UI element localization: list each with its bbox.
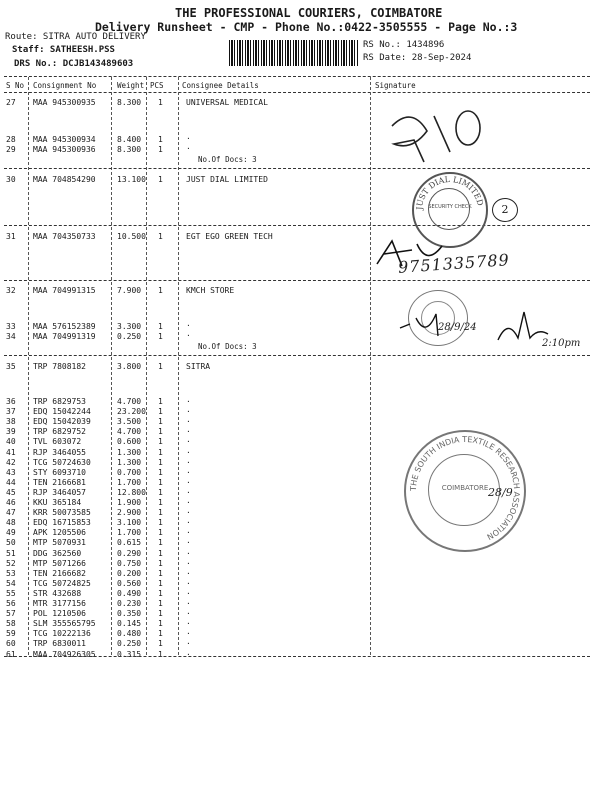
sitra-center-text: COIMBATORE bbox=[441, 484, 489, 492]
row-consignment: STY 6093710 bbox=[33, 467, 86, 477]
row-consignee: . bbox=[186, 142, 191, 151]
row-consignee: . bbox=[186, 475, 191, 485]
row-consignment: DDG 362560 bbox=[33, 548, 82, 558]
row-pcs: 1 bbox=[158, 578, 163, 588]
row-consignment: EDQ 16715853 bbox=[33, 518, 91, 528]
row-pcs: 1 bbox=[158, 548, 163, 558]
row-consignee: . bbox=[186, 566, 191, 576]
row-consignee: . bbox=[186, 516, 191, 526]
row-consignment: TCG 10222136 bbox=[33, 629, 91, 639]
col-divider bbox=[146, 77, 147, 655]
row-consignee: . bbox=[186, 546, 191, 556]
header-rule-top bbox=[4, 76, 590, 77]
row-pcs: 1 bbox=[158, 467, 163, 477]
row-pcs: 1 bbox=[158, 286, 163, 295]
drs-number: DRS No.: DCJB143489603 bbox=[14, 59, 134, 69]
row-weight: 0.315 bbox=[117, 649, 142, 659]
row-consignee: KMCH STORE bbox=[186, 286, 235, 295]
row-pcs: 1 bbox=[158, 407, 163, 417]
row-consignment: KKU 365184 bbox=[33, 498, 82, 507]
row-sno: 42 bbox=[6, 457, 16, 467]
col-sno: S No bbox=[6, 81, 25, 90]
row-pcs: 1 bbox=[158, 619, 163, 629]
row-consignee: . bbox=[186, 425, 191, 435]
row-27-signature-icon bbox=[382, 96, 492, 176]
row-consignee: . bbox=[186, 647, 191, 657]
row-weight: 13.100 bbox=[117, 175, 146, 184]
row-consignment: RJP 3464055 bbox=[33, 447, 86, 457]
row-consignment: RJP 3464057 bbox=[33, 487, 86, 497]
row-pcs: 1 bbox=[158, 528, 163, 538]
col-divider bbox=[178, 77, 179, 655]
row-weight: 4.700 bbox=[117, 397, 142, 406]
row-pcs: 1 bbox=[158, 362, 163, 371]
row-pcs: 1 bbox=[158, 135, 163, 144]
row-consignee: . bbox=[186, 506, 191, 516]
row-pcs: 1 bbox=[158, 447, 163, 457]
row-pcs: 1 bbox=[158, 145, 163, 154]
row-consignment: TRP 6829753 bbox=[33, 397, 86, 406]
staff-label: Staff: SATHEESH.PSS bbox=[12, 45, 115, 55]
row-consignee: . bbox=[186, 405, 191, 415]
row-sno: 60 bbox=[6, 639, 16, 649]
row-consignment: EDQ 15042244 bbox=[33, 407, 91, 417]
row-35-date: 28/9 bbox=[488, 486, 513, 499]
row-pcs: 1 bbox=[158, 588, 163, 598]
row-pcs: 1 bbox=[158, 417, 163, 427]
row-consignment: MTR 3177156 bbox=[33, 599, 86, 608]
row-sno: 33 bbox=[6, 322, 16, 331]
runsheet-title: Delivery Runsheet - CMP - Phone No.:0422-3505555 - Page No.:3 bbox=[95, 20, 518, 34]
row-pcs: 1 bbox=[158, 98, 163, 107]
row-consignment: MTP 5070931 bbox=[33, 538, 86, 548]
row-weight: 2.900 bbox=[117, 508, 142, 518]
row-consignment: MAA 576152389 bbox=[33, 322, 96, 331]
row-weight: 10.500 bbox=[117, 232, 146, 241]
row-pcs: 1 bbox=[158, 609, 163, 619]
row-weight: 1.300 bbox=[117, 447, 142, 457]
row-weight: 0.750 bbox=[117, 558, 142, 568]
row-weight: 1.700 bbox=[117, 477, 142, 487]
row-consignee: . bbox=[186, 319, 191, 328]
row-sno: 50 bbox=[6, 538, 16, 548]
table-bottom-rule bbox=[4, 656, 590, 657]
row-sno: 58 bbox=[6, 619, 16, 629]
row-consignment: TRP 6829752 bbox=[33, 427, 86, 437]
row-pcs: 1 bbox=[158, 639, 163, 649]
row-consignee: . bbox=[186, 536, 191, 546]
row-weight: 8.400 bbox=[117, 135, 142, 144]
row-consignee: . bbox=[186, 435, 191, 445]
row-pcs: 1 bbox=[158, 322, 163, 331]
row-consignment: APK 1205506 bbox=[33, 528, 86, 538]
col-divider bbox=[111, 77, 112, 655]
row-sno: 47 bbox=[6, 508, 16, 518]
row-sno: 28 bbox=[6, 135, 16, 144]
row-consignment: MAA 945300935 bbox=[33, 98, 96, 107]
row-consignment: TCG 50724825 bbox=[33, 578, 91, 588]
row-sno: 55 bbox=[6, 588, 16, 598]
col-consignment: Consignment No bbox=[33, 81, 97, 90]
row-consignment: MAA 704991319 bbox=[33, 332, 96, 341]
docs-count-note: No.Of Docs: 3 bbox=[198, 342, 257, 351]
row-pcs: 1 bbox=[158, 599, 163, 608]
row-weight: 12.800 bbox=[117, 487, 146, 497]
row-weight: 3.800 bbox=[117, 362, 142, 371]
row-sno: 36 bbox=[6, 397, 16, 406]
row-consignee: . bbox=[186, 132, 191, 141]
row-sno: 48 bbox=[6, 518, 16, 528]
row-32-time: 2:10pm bbox=[542, 338, 581, 349]
row-pcs: 1 bbox=[158, 457, 163, 467]
justdial-ring-text: JUST DIAL LIMITED bbox=[414, 174, 485, 211]
row-weight: 0.290 bbox=[117, 548, 142, 558]
row-sno: 31 bbox=[6, 232, 16, 241]
row-weight: 1.300 bbox=[117, 457, 142, 467]
row-consignment: TEN 2166682 bbox=[33, 568, 86, 578]
row-pcs: 1 bbox=[158, 427, 163, 437]
col-divider bbox=[370, 77, 371, 655]
row-weight: 1.900 bbox=[117, 498, 142, 507]
row-pcs: 1 bbox=[158, 232, 163, 241]
row-weight: 0.250 bbox=[117, 332, 142, 341]
row-pcs: 1 bbox=[158, 487, 163, 497]
company-title: THE PROFESSIONAL COURIERS, COIMBATORE bbox=[175, 6, 443, 20]
row-pcs: 1 bbox=[158, 558, 163, 568]
row-consignment: TEN 2166681 bbox=[33, 477, 86, 487]
row-pcs: 1 bbox=[158, 568, 163, 578]
row-separator bbox=[4, 225, 590, 226]
row-pcs: 1 bbox=[158, 397, 163, 406]
row-consignee: . bbox=[186, 496, 191, 505]
col-divider bbox=[28, 77, 29, 655]
row-consignment: POL 1210506 bbox=[33, 609, 86, 619]
row-sno: 56 bbox=[6, 599, 16, 608]
row-sno: 37 bbox=[6, 407, 16, 417]
col-pcs: PCS bbox=[150, 81, 164, 90]
row-weight: 0.145 bbox=[117, 619, 142, 629]
route-label: Route: SITRA AUTO DELIVERY bbox=[5, 32, 146, 42]
row-weight: 23.200 bbox=[117, 407, 146, 417]
row-consignee: . bbox=[186, 445, 191, 455]
row-consignment: MAA 704854290 bbox=[33, 175, 96, 184]
row-32-date: 28/9/24 bbox=[438, 322, 477, 333]
row-weight: 8.300 bbox=[117, 98, 142, 107]
row-sno: 52 bbox=[6, 558, 16, 568]
barcode bbox=[229, 40, 359, 66]
row-pcs: 1 bbox=[158, 518, 163, 528]
row-sno: 51 bbox=[6, 548, 16, 558]
row-consignee: . bbox=[186, 617, 191, 627]
row-consignee: . bbox=[186, 455, 191, 465]
justdial-center-text: SECURITY CHECK bbox=[428, 204, 472, 210]
row-consignee: . bbox=[186, 526, 191, 536]
row-consignee: . bbox=[186, 576, 191, 586]
row-weight: 0.615 bbox=[117, 538, 142, 548]
row-sno: 53 bbox=[6, 568, 16, 578]
row-sno: 54 bbox=[6, 578, 16, 588]
col-weight: Weight bbox=[117, 81, 145, 90]
row-sno: 61 bbox=[6, 649, 16, 659]
row-consignee: . bbox=[186, 627, 191, 637]
row-consignee: . bbox=[186, 586, 191, 596]
row-pcs: 1 bbox=[158, 498, 163, 507]
row-weight: 0.200 bbox=[117, 568, 142, 578]
row-pcs: 1 bbox=[158, 538, 163, 548]
row-consignee: . bbox=[186, 329, 191, 338]
row-consignment: TRP 7808182 bbox=[33, 362, 86, 371]
row-consignee: EGT EGO GREEN TECH bbox=[186, 232, 273, 241]
row-pcs: 1 bbox=[158, 649, 163, 659]
row-30-mark-text: 2 bbox=[501, 203, 509, 216]
row-pcs: 1 bbox=[158, 437, 163, 447]
rs-date: RS Date: 28-Sep-2024 bbox=[363, 53, 472, 63]
row-pcs: 1 bbox=[158, 629, 163, 639]
row-pcs: 1 bbox=[158, 508, 163, 518]
row-consignment: TVL 603072 bbox=[33, 437, 82, 447]
row-consignee: . bbox=[186, 485, 191, 495]
row-consignee: . bbox=[186, 556, 191, 566]
row-weight: 4.700 bbox=[117, 427, 142, 437]
row-consignee: . bbox=[186, 597, 191, 606]
row-weight: 3.500 bbox=[117, 417, 142, 427]
row-sno: 34 bbox=[6, 332, 16, 341]
row-consignee: . bbox=[186, 415, 191, 425]
row-consignee: . bbox=[186, 607, 191, 617]
row-consignment: STR 432688 bbox=[33, 588, 82, 598]
row-consignee: . bbox=[186, 465, 191, 475]
row-sno: 45 bbox=[6, 487, 16, 497]
header-rule-bottom bbox=[4, 92, 590, 93]
row-sno: 39 bbox=[6, 427, 16, 437]
row-weight: 1.700 bbox=[117, 528, 142, 538]
row-consignment: KRR 50073585 bbox=[33, 508, 91, 518]
row-separator bbox=[4, 280, 590, 281]
row-sno: 41 bbox=[6, 447, 16, 457]
row-sno: 30 bbox=[6, 175, 16, 184]
row-consignment: TCG 50724630 bbox=[33, 457, 91, 467]
row-weight: 7.900 bbox=[117, 286, 142, 295]
row-sno: 43 bbox=[6, 467, 16, 477]
row-consignment: MAA 945300936 bbox=[33, 145, 96, 154]
row-consignment: EDQ 15042039 bbox=[33, 417, 91, 427]
row-consignment: MAA 945300934 bbox=[33, 135, 96, 144]
row-weight: 0.250 bbox=[117, 639, 142, 649]
row-pcs: 1 bbox=[158, 175, 163, 184]
row-sno: 29 bbox=[6, 145, 16, 154]
row-consignee: . bbox=[186, 637, 191, 647]
row-consignee: SITRA bbox=[186, 362, 211, 371]
row-sno: 59 bbox=[6, 629, 16, 639]
row-pcs: 1 bbox=[158, 477, 163, 487]
row-sno: 49 bbox=[6, 528, 16, 538]
row-consignee: UNIVERSAL MEDICAL bbox=[186, 98, 268, 107]
row-sno: 40 bbox=[6, 437, 16, 447]
row-weight: 0.230 bbox=[117, 599, 142, 608]
row-weight: 0.700 bbox=[117, 467, 142, 477]
row-weight: 8.300 bbox=[117, 145, 142, 154]
row-sno: 27 bbox=[6, 98, 16, 107]
row-sno: 44 bbox=[6, 477, 16, 487]
row-consignee: JUST DIAL LIMITED bbox=[186, 175, 268, 184]
row-consignment: MTP 5071266 bbox=[33, 558, 86, 568]
row-weight: 3.100 bbox=[117, 518, 142, 528]
row-separator bbox=[4, 355, 590, 356]
row-pcs: 1 bbox=[158, 332, 163, 341]
row-30-mark bbox=[492, 198, 518, 222]
docs-count-note: No.Of Docs: 3 bbox=[198, 155, 257, 164]
row-consignment: TRP 6830011 bbox=[33, 639, 86, 649]
row-consignment: MAA 704350733 bbox=[33, 232, 96, 241]
col-consignee: Consignee Details bbox=[182, 81, 259, 90]
row-sno: 35 bbox=[6, 362, 16, 371]
row-sno: 32 bbox=[6, 286, 16, 295]
row-weight: 3.300 bbox=[117, 322, 142, 331]
row-consignment: MAA 704926305 bbox=[33, 649, 96, 659]
row-weight: 0.490 bbox=[117, 588, 142, 598]
row-weight: 0.350 bbox=[117, 609, 142, 619]
row-weight: 0.480 bbox=[117, 629, 142, 639]
row-sno: 57 bbox=[6, 609, 16, 619]
row-weight: 0.600 bbox=[117, 437, 142, 447]
row-31-phone: 9751335789 bbox=[397, 250, 511, 277]
row-consignment: SLM 355565795 bbox=[33, 619, 96, 629]
rs-number: RS No.: 1434896 bbox=[363, 40, 445, 50]
row-sno: 46 bbox=[6, 498, 16, 507]
col-signature: Signature bbox=[375, 81, 416, 90]
row-weight: 0.560 bbox=[117, 578, 142, 588]
row-consignee: . bbox=[186, 395, 191, 404]
row-consignment: MAA 704991315 bbox=[33, 286, 96, 295]
row-sno: 38 bbox=[6, 417, 16, 427]
sitra-ring-text: THE SOUTH INDIA TEXTILE RESEARCH ASSOCIATION bbox=[408, 434, 522, 542]
row-separator bbox=[4, 168, 590, 169]
